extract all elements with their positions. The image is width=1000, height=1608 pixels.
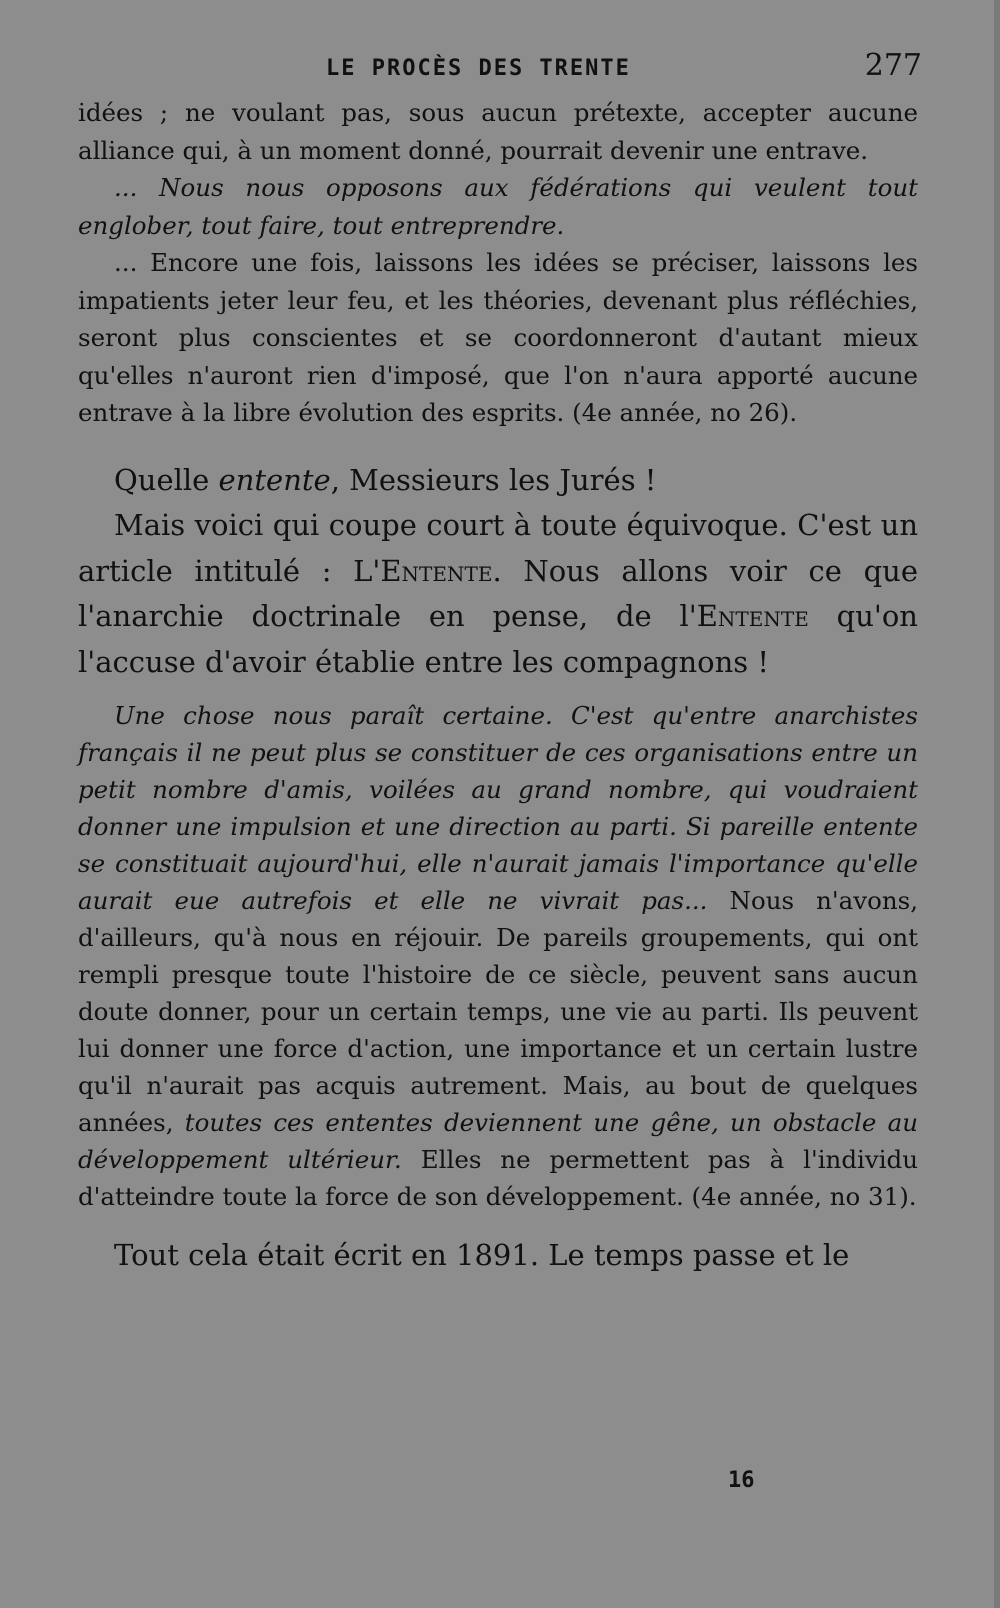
body2-entente-2: Entente — [696, 599, 809, 633]
body2-entente-1: Entente — [380, 553, 493, 588]
signature-mark: 16 — [728, 1468, 755, 1493]
body2-text-a: Mais voici qui coupe court à toute équivoque. C'est un article intitulé : L' — [78, 508, 918, 588]
body2-text-c: qu'on l'accuse d'avoir établie entre les compagnons ! — [78, 599, 918, 679]
body-paragraph-3: Tout cela était écrit en 1891. Le temps passe et le — [114, 1238, 850, 1272]
quote2-roman-a: Nous n'avons, d'ailleurs, qu'à nous en réjouir. De pareils groupements, qui ont rempli presque toute l'histoire de ce siècle, peuvent sans aucun doute donner, pour un certain temps, une vie au parti. Ils peuvent lui donner une force d'action, une importance et un certain lustre qu'il n'aurait pas acquis autrement. Mais, au bout de quelques années, — [78, 886, 918, 1137]
quote2-italic-a: Une chose nous paraît certaine. C'est qu'entre anarchistes français il ne peut plus se constituer de ces organisations entre un petit nombre d'amis, voilées au grand nombre, qui voudraient donner une impulsion et une direction au parti. Si pareille entente se constituait aujourd'hui, elle n'aurait jamais l'importance qu'elle aurait eue autrefois et elle ne vivrait pas... — [78, 701, 918, 915]
quote2-italic-b: toutes ces ententes deviennent une gêne, un obstacle au développement ultérieur. — [78, 1108, 919, 1174]
running-title: LE PROCÈS DES TRENTE — [326, 56, 631, 81]
quote1-paragraph-1: idées ; ne voulant pas, sous aucun prétexte, accepter aucune alliance qui, à un moment donné, pourrait devenir une entrave. — [78, 98, 918, 165]
page-edge — [994, 0, 1000, 1608]
quote-block-1 — [78, 94, 918, 432]
quote1-paragraph-2: ... Nous nous opposons aux fédérations qui veulent tout englober, tout faire, tout entreprendre. — [78, 173, 918, 240]
page-number: 277 — [864, 48, 922, 83]
body1-text-b: , Messieurs les Jurés ! — [330, 462, 657, 497]
body-paragraph-2 — [78, 503, 918, 685]
book-page — [78, 48, 922, 1279]
body-paragraph-1 — [78, 458, 918, 504]
quote2-paragraph — [78, 697, 918, 1215]
body2-text-b: . Nous allons voir ce que l'anarchie doctrinale en pense, de l' — [78, 553, 918, 633]
body1-text-a: Quelle — [114, 462, 219, 497]
page-header — [78, 48, 922, 94]
quote-block-2 — [78, 697, 918, 1215]
quote2-roman-b: Elles ne permettent pas à l'individu d'atteindre toute la force de son développement. (4e année, no 31). — [78, 1145, 918, 1211]
quote1-paragraph-3: ... Encore une fois, laissons les idées se préciser, laissons les impatients jeter leur feu, et les théories, devenant plus réfléchies, seront plus conscientes et se coordonneront d'autant mieux qu'elles n'auront rien d'imposé, que l'on n'aura apporté aucune entrave à la libre évolution des esprits. (4e année, no 26). — [78, 248, 918, 427]
body1-entente: entente — [218, 462, 331, 497]
